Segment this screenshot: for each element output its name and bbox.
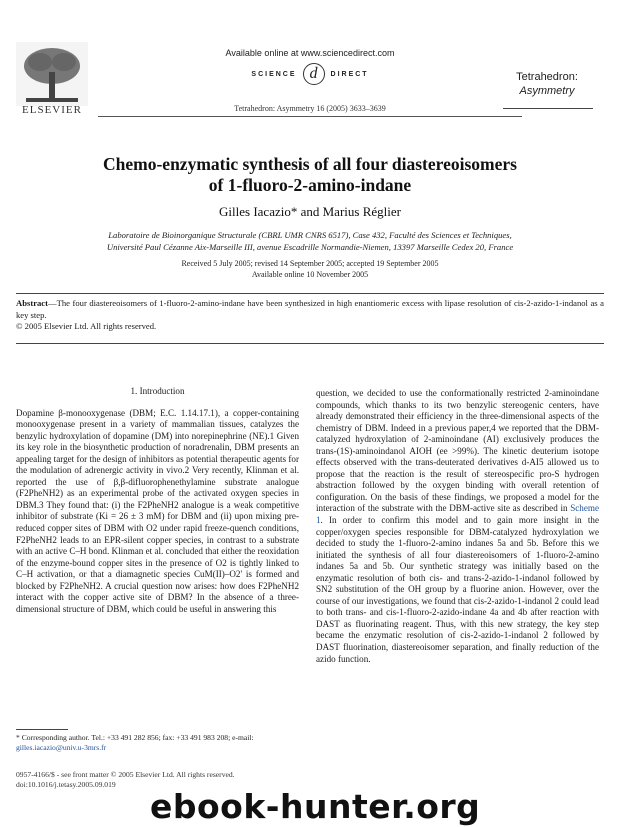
doi-line[interactable]: doi:10.1016/j.tetasy.2005.09.019: [16, 780, 116, 789]
dates-line1: Received 5 July 2005; revised 14 September 2005; accepted 19 September 2005: [181, 259, 439, 268]
journal-name-line2: Asymmetry: [519, 85, 575, 97]
authors: Gilles Iacazio* and Marius Réglier: [219, 204, 401, 219]
intro-paragraph-1: Dopamine β-monooxygenase (DBM; E.C. 1.14.17.1), a copper-containing monooxygenase present in a variety of mammalian tissues, catalyzes the benzylic hydroxylation of dopamine (DM) into norepinephrine (NE).1 Given its key role in the biosynthetic production of noradrenalin, DBM presents an appealing target for the design of inhibitors as potential therapeutic agents for the modulation of adrenergic activity in vivo.2 Very recently, Klinman et al. reported the use of β,β-difluorophenethylamine substrate analogue (F2PheNH2) as an experimental probe of the activated oxygen species in DBM.3 They found that: (i) the F2PheNH2 analogue is a weak competitive inhibitor of substrate (Ki = 26 ± 3 mM) for DBM and (ii) upon mixing pre-reduced copper sites of DBM with O2 under rapid freeze-quench conditions, F2PheNH2 leads to an EPR-silent copper species, in contrast to a substrate with an active C–H bond. Klinman et al. concluded that either the reoxidation of the enzyme-bound copper sites in the presence of O2 is tightly linked to C–H activation, or that a diamagnetic species CuM(II)–O2' is formed and blocked by F2PheNH2. A crucial question now arises: how does F2PheNH2 interact with the copper active site of DBM? In the absence of a three-dimensional structure of DBM, which could be useful in answering this: [16, 407, 299, 614]
col2-text-b: . In order to confirm this model and to gain more insight in the copper/oxygen species responsible for DBM-catalyzed hydroxylation we decided to study the 1-fluoro-2-amino indanes 5a and 5b. Before this we initiated the synthesis of all four diastereoisomers of 1-fluoro-2-amino indanes 5a and 5b. Our synthetic strategy was initially based on the enzymatic resolution of both cis- and trans-2-azido-1-indanol followed by SN2 substitution of the OH group by a fluorine anion. However, over the course of our investigations, we found that cis-2-azido-1-indanol 2 could lead to both trans- and cis-1-fluoro-2-azido-indane 4a and 4b after reaction with DAST as fluorinating reagent. Thus, with this new strategy, the key step became the enzymatic resolution of cis-2-azido-1-indanol 2 followed by DAST fluorination, diastereoisomer separation, and finally reduction of the azido function.: [316, 515, 599, 664]
publisher-name: ELSEVIER: [22, 104, 82, 116]
column-left: [16, 386, 299, 615]
scheme-link[interactable]: Scheme 1: [316, 503, 599, 526]
column-right: [316, 388, 599, 665]
journal-name-rule: [503, 108, 593, 109]
dates-line2: Available online 10 November 2005: [251, 270, 369, 279]
article-dates: [0, 258, 620, 280]
article-title: [40, 154, 580, 196]
abstract-bottom-rule: [16, 343, 604, 344]
journal-name-line1: Tetrahedron:: [516, 71, 578, 83]
available-online[interactable]: Available online at www.sciencedirect.com: [225, 48, 395, 58]
affiliation-line2: Université Paul Cézanne Aix-Marseille III, avenue Escadrille Normandie-Niemen, 13397 Marseille Cedex 20, France: [106, 242, 514, 252]
col2-text-a: question, we decided to use the conformationally restricted 2-aminoindane compounds, which thanks to its two benzylic stereogenic centers, have already demonstrated their efficiency in the three-dimensional aspects of the chemistry of DBM. Indeed in a previous paper,4 we reported that the DBM-catalyzed hydroxylation of 2-aminoindane (AI) exclusively produces the trans-(1S)-aminoindanol AIOH (ee >99%). The kinetic deuterium isotope effects observed with the trans-deuterated derivatives d-AI5 allowed us to propose that the reaction is the result of stereospecific pro-S hydrogen abstraction followed by the oxygen binding with overall retention of configuration. On the basis of these findings, we proposed a model for the interaction of the substrate with the DBM-active site as described in: [316, 388, 599, 514]
abstract: [16, 298, 604, 333]
copyright: © 2005 Elsevier Ltd. All rights reserved.: [16, 321, 157, 331]
affiliation: [30, 229, 590, 253]
title-line1: Chemo-enzymatic synthesis of all four diastereoisomers: [103, 154, 517, 174]
watermark: ebook-hunter.org: [150, 787, 481, 826]
abstract-top-rule: [16, 293, 604, 294]
footnote: [16, 733, 299, 753]
journal-citation: Tetrahedron: Asymmetry 16 (2005) 3633–3639: [234, 104, 386, 113]
section-heading: 1. Introduction: [130, 386, 185, 396]
author-email-link[interactable]: gilles.iacazio@univ.u-3mrs.fr: [16, 743, 107, 752]
header-divider: [98, 116, 522, 117]
sd-left: SCIENCE: [251, 70, 297, 78]
footnote-rule: [16, 729, 68, 730]
abstract-text: —The four diastereoisomers of 1-fluoro-2-amino-indane have been synthesized in high enantiomeric excess with lipase resolution of cis-2-azido-1-indanol as a key step.: [16, 298, 604, 320]
title-line2: of 1-fluoro-2-amino-indane: [208, 175, 412, 195]
affiliation-line1: Laboratoire de Bioinorganique Structurale (CBRL UMR CNRS 6517), Case 432, Faculté des Sciences et Techniques,: [108, 230, 512, 240]
issn-line: 0957-4166/$ - see front matter © 2005 Elsevier Ltd. All rights reserved.: [16, 770, 235, 779]
intro-paragraph-2: [316, 388, 599, 665]
abstract-label: Abstract: [16, 298, 48, 308]
footnote-text: * Corresponding author. Tel.: +33 491 282 856; fax: +33 491 983 208; e-mail:: [16, 733, 254, 742]
journal-name: [497, 70, 597, 98]
sd-right: DIRECT: [330, 70, 369, 78]
sd-mark-icon: d: [303, 63, 325, 85]
